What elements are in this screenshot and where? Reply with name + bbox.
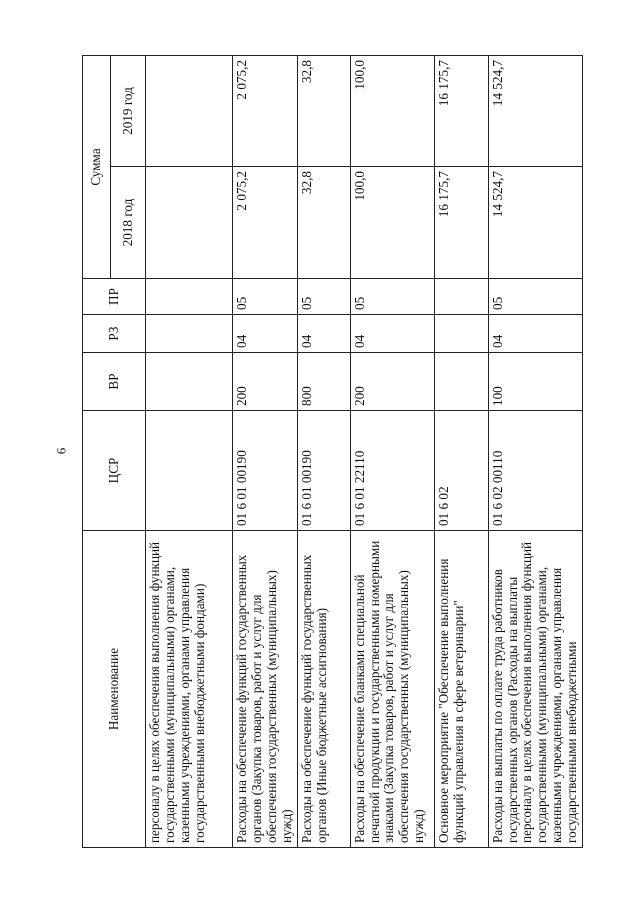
- header-pr: ПР: [83, 279, 146, 315]
- row-sum-2019: 14 524,7: [488, 56, 582, 167]
- table-row: [146, 56, 233, 848]
- row-sum-2019: 2 075,2: [233, 56, 298, 167]
- row-csr: 01 6 02: [434, 411, 488, 531]
- header-2019: 2019 год: [111, 56, 146, 167]
- row-rz: 04: [233, 315, 298, 353]
- table-row: [233, 56, 298, 848]
- header-csr: ЦСР: [83, 411, 146, 531]
- row-name: персоналу в целях обеспечения выполнения функций государственными (муниципальными) органами, казенными учреждениями, органами управления государственными внебюджетными фондами): [146, 531, 233, 848]
- row-rz: [434, 315, 488, 353]
- row-sum-2019: [146, 56, 233, 167]
- row-vr: 800: [297, 353, 350, 411]
- header-rz: РЗ: [83, 315, 146, 353]
- row-sum-2018: 32,8: [297, 167, 350, 279]
- row-name: Расходы на выплаты по оплате труда работников государственных органов (Расходы на выплаты персоналу в целях обеспечения выполнения функций государственными (муниципальными) органами, казенными учреждениями, органами управления государственными внебюджетными: [488, 531, 582, 848]
- row-pr: 05: [297, 279, 350, 315]
- table-row: [297, 56, 350, 848]
- row-pr: [146, 279, 233, 315]
- table-row: [350, 56, 434, 848]
- header-row-top: [83, 56, 111, 848]
- rotated-table-page: [82, 56, 580, 848]
- row-sum-2018: 2 075,2: [233, 167, 298, 279]
- header-vr: ВР: [83, 353, 146, 411]
- table-row: [488, 56, 582, 848]
- row-sum-2018: [146, 167, 233, 279]
- page-number: 6: [53, 447, 69, 455]
- budget-table-container: [82, 56, 580, 848]
- row-name: Основное мероприятие "Обеспечение выполнения функций управления в сфере ветеринарии": [434, 531, 488, 848]
- row-name: Расходы на обеспечение функций государственных органов (Закупка товаров, работ и услуг для обеспечения государственных (муниципальных) нужд): [233, 531, 298, 848]
- row-pr: 05: [350, 279, 434, 315]
- row-rz: 04: [488, 315, 582, 353]
- row-csr: 01 6 01 00190: [233, 411, 298, 531]
- row-name: Расходы на обеспечение бланками специальной печатной продукции и государственными номерными знаками (Закупка товаров, работ и услуг для обеспечения государственных (муниципальных) нужд): [350, 531, 434, 848]
- row-vr: 200: [350, 353, 434, 411]
- row-vr: [146, 353, 233, 411]
- row-csr: 01 6 02 00110: [488, 411, 582, 531]
- row-csr: 01 6 01 00190: [297, 411, 350, 531]
- row-pr: 05: [233, 279, 298, 315]
- row-name: Расходы на обеспечение функций государственных органов (Иные бюджетные ассигнования): [297, 531, 350, 848]
- header-name: Наименование: [83, 531, 146, 848]
- row-csr: [146, 411, 233, 531]
- table-row: [434, 56, 488, 848]
- row-sum-2018: 14 524,7: [488, 167, 582, 279]
- row-csr: 01 6 01 22110: [350, 411, 434, 531]
- row-rz: 04: [297, 315, 350, 353]
- row-vr: [434, 353, 488, 411]
- row-sum-2019: 32,8: [297, 56, 350, 167]
- row-rz: [146, 315, 233, 353]
- row-pr: [434, 279, 488, 315]
- row-rz: 04: [350, 315, 434, 353]
- row-sum-2018: 16 175,7: [434, 167, 488, 279]
- header-sum: Сумма: [83, 56, 111, 279]
- header-2018: 2018 год: [111, 167, 146, 279]
- row-sum-2019: 16 175,7: [434, 56, 488, 167]
- row-vr: 100: [488, 353, 582, 411]
- row-vr: 200: [233, 353, 298, 411]
- budget-table: [82, 55, 583, 848]
- row-pr: 05: [488, 279, 582, 315]
- row-sum-2019: 100,0: [350, 56, 434, 167]
- row-sum-2018: 100,0: [350, 167, 434, 279]
